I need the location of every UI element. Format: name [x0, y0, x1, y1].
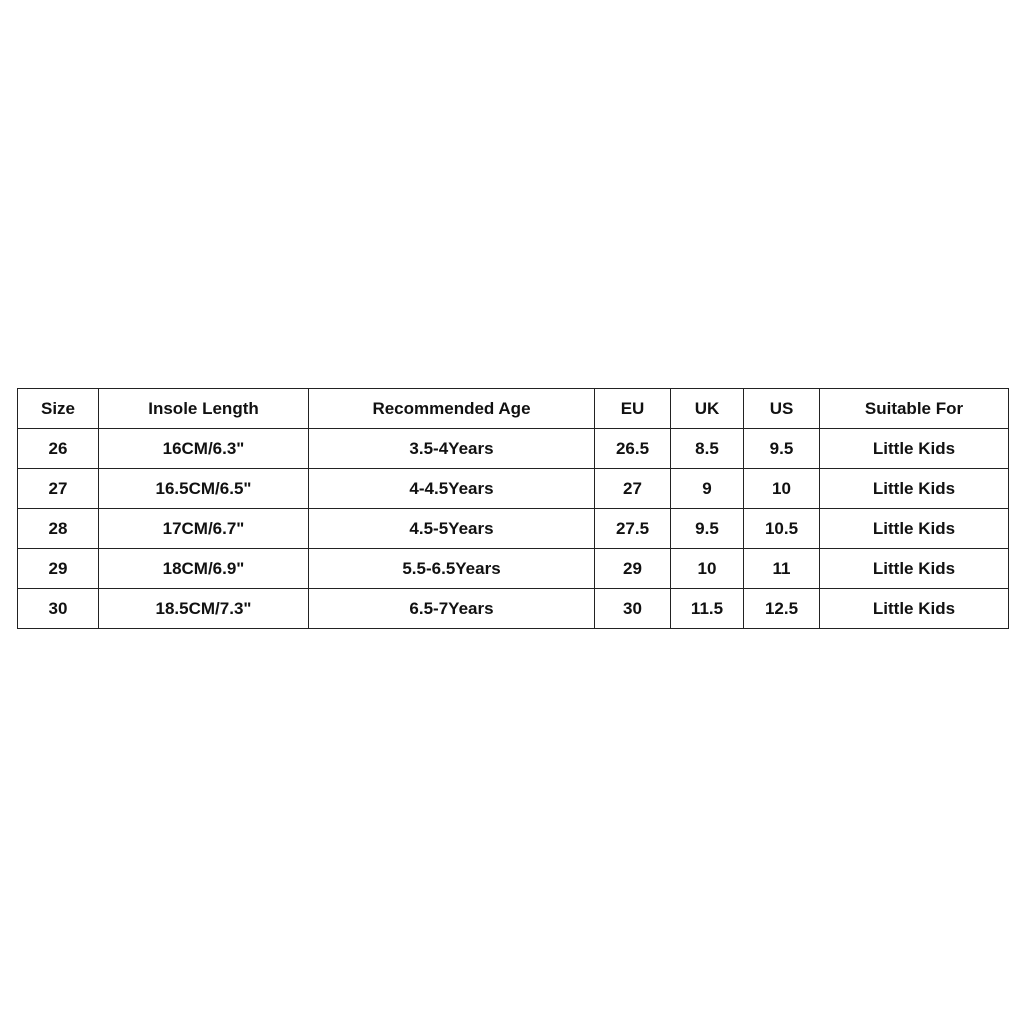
- header-row: [18, 389, 1009, 429]
- header-recommended-age: Recommended Age: [309, 389, 595, 429]
- cell-insole-length: 16.5CM/6.5": [99, 469, 309, 509]
- cell-insole-length: 16CM/6.3": [99, 429, 309, 469]
- table-row: [18, 469, 1009, 509]
- cell-recommended-age: 3.5-4Years: [309, 429, 595, 469]
- cell-recommended-age: 4-4.5Years: [309, 469, 595, 509]
- cell-eu: 27: [595, 469, 671, 509]
- cell-us: 12.5: [744, 589, 820, 629]
- cell-us: 9.5: [744, 429, 820, 469]
- cell-recommended-age: 4.5-5Years: [309, 509, 595, 549]
- cell-size: 27: [18, 469, 99, 509]
- cell-suitable-for: Little Kids: [820, 549, 1009, 589]
- cell-uk: 9.5: [671, 509, 744, 549]
- header-uk: UK: [671, 389, 744, 429]
- cell-insole-length: 17CM/6.7": [99, 509, 309, 549]
- cell-suitable-for: Little Kids: [820, 429, 1009, 469]
- size-chart-table: [17, 388, 1009, 629]
- cell-uk: 11.5: [671, 589, 744, 629]
- header-eu: EU: [595, 389, 671, 429]
- cell-uk: 8.5: [671, 429, 744, 469]
- cell-suitable-for: Little Kids: [820, 589, 1009, 629]
- cell-us: 10: [744, 469, 820, 509]
- cell-eu: 29: [595, 549, 671, 589]
- table-row: [18, 549, 1009, 589]
- cell-insole-length: 18.5CM/7.3": [99, 589, 309, 629]
- table-body: [18, 429, 1009, 629]
- cell-us: 10.5: [744, 509, 820, 549]
- header-suitable-for: Suitable For: [820, 389, 1009, 429]
- cell-size: 26: [18, 429, 99, 469]
- cell-insole-length: 18CM/6.9": [99, 549, 309, 589]
- table-row: [18, 509, 1009, 549]
- header-us: US: [744, 389, 820, 429]
- cell-size: 29: [18, 549, 99, 589]
- cell-eu: 26.5: [595, 429, 671, 469]
- header-size: Size: [18, 389, 99, 429]
- table-row: [18, 429, 1009, 469]
- cell-recommended-age: 5.5-6.5Years: [309, 549, 595, 589]
- cell-uk: 10: [671, 549, 744, 589]
- cell-size: 28: [18, 509, 99, 549]
- cell-recommended-age: 6.5-7Years: [309, 589, 595, 629]
- cell-eu: 30: [595, 589, 671, 629]
- cell-size: 30: [18, 589, 99, 629]
- table-row: [18, 589, 1009, 629]
- cell-suitable-for: Little Kids: [820, 469, 1009, 509]
- cell-suitable-for: Little Kids: [820, 509, 1009, 549]
- header-insole-length: Insole Length: [99, 389, 309, 429]
- cell-us: 11: [744, 549, 820, 589]
- cell-eu: 27.5: [595, 509, 671, 549]
- cell-uk: 9: [671, 469, 744, 509]
- table-header: [18, 389, 1009, 429]
